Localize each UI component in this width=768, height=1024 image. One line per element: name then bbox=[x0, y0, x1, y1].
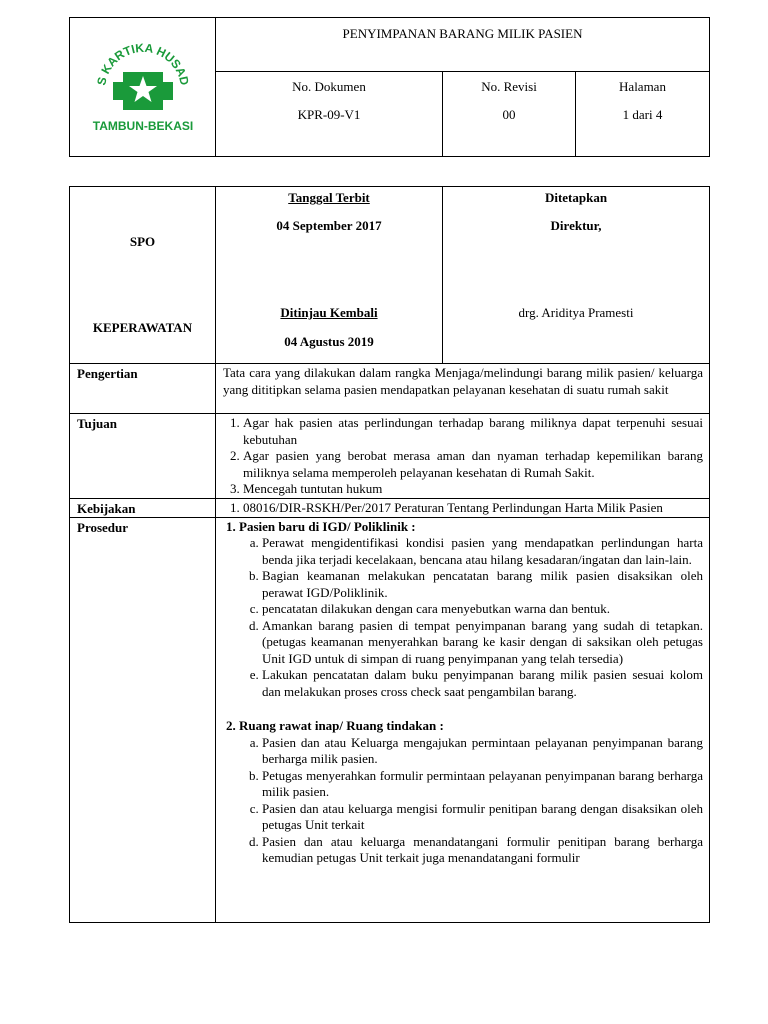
list-item: 3. Mencegah tuntutan hukum bbox=[243, 481, 703, 498]
prosedur-section1-list bbox=[216, 535, 703, 700]
no-dokumen-value: KPR-09-V1 bbox=[297, 107, 361, 122]
prosedur-cell bbox=[216, 517, 710, 922]
kebijakan-label: Kebijakan bbox=[70, 498, 216, 517]
document-header bbox=[69, 17, 710, 157]
halaman-cell bbox=[576, 72, 710, 157]
tanggal-cell bbox=[216, 187, 443, 364]
tujuan-cell bbox=[216, 414, 710, 499]
no-revisi-value: 00 bbox=[502, 107, 516, 122]
list-item: e. Lakukan pencatatan dalam buku penyimpanan barang milik pasien sesuai kolom dan melakukan proses cross check saat pengambilan barang. bbox=[262, 667, 703, 700]
list-item: 1. 08016/DIR-RSKH/Per/2017 Peraturan Tentang Perlindungan Harta Milik Pasien bbox=[243, 500, 703, 517]
list-item: a. Perawat mengidentifikasi kondisi pasien yang mendapatkan perlindungan harta benda jika terjadi kecelakaan, bencana atau hilang kesadaran/ingatan dan lain-lain. bbox=[262, 535, 703, 568]
halaman-label: Halaman bbox=[619, 79, 666, 94]
kebijakan-cell bbox=[216, 498, 710, 517]
no-dokumen-cell bbox=[216, 72, 443, 157]
prosedur-section2-title: 2. Ruang rawat inap/ Ruang tindakan : bbox=[226, 718, 444, 733]
list-item: c. pencatatan dilakukan dengan cara menyebutkan warna dan bentuk. bbox=[262, 601, 703, 618]
list-item: b. Petugas menyerahkan formulir permintaan pelayanan penyimpanan barang berharga milik pasien. bbox=[262, 768, 703, 801]
prosedur-section2-list bbox=[216, 735, 703, 867]
prosedur-label: Prosedur bbox=[70, 517, 216, 922]
logo-cell bbox=[70, 18, 216, 157]
no-revisi-label: No. Revisi bbox=[481, 79, 537, 94]
direktur-label: Direktur, bbox=[550, 218, 602, 233]
list-item: 1. Agar hak pasien atas perlindungan terhadap barang miliknya dapat terpenuhi sesuai kebutuhan bbox=[243, 415, 703, 448]
no-dokumen-label: No. Dokumen bbox=[292, 79, 366, 94]
tanggal-terbit-value: 04 September 2017 bbox=[276, 218, 382, 233]
document-title: PENYIMPANAN BARANG MILIK PASIEN bbox=[216, 18, 710, 72]
ditinjau-value: 04 Agustus 2019 bbox=[284, 334, 374, 349]
pengertian-label: Pengertian bbox=[70, 364, 216, 414]
list-item: d. Amankan barang pasien di tempat penyimpanan barang yang sudah di tetapkan.(petugas keamanan menyerahkan barang ke kasir dengan di saksikan oleh petugas Unit IGD untuk di simpan di ruang penyimpanan yang telah tersedia) bbox=[262, 618, 703, 668]
list-item: c. Pasien dan atau keluarga mengisi formulir penitipan barang dengan disaksikan oleh petugas Unit terkait bbox=[262, 801, 703, 834]
keperawatan-label: KEPERAWATAN bbox=[92, 320, 193, 335]
list-item: b. Bagian keamanan melakukan pencatatan barang milik pasien disaksikan oleh perawat IGD/Poliklinik. bbox=[262, 568, 703, 601]
list-item: a. Pasien dan atau Keluarga mengajukan permintaan pelayanan penyimpanan barang berharga milik pasien. bbox=[262, 735, 703, 768]
pengertian-text: Tata cara yang dilakukan dalam rangka Menjaga/melindungi barang milik pasien/ keluarga yang dititipkan selama pasien mendapatkan pelayanan kesehatan di suatu rumah sakit bbox=[216, 364, 710, 414]
spo-label-cell bbox=[70, 187, 216, 364]
hospital-logo bbox=[83, 30, 203, 140]
spo-table bbox=[69, 186, 710, 923]
direktur-name: drg. Ariditya Pramesti bbox=[518, 305, 634, 320]
ditinjau-label: Ditinjau Kembali bbox=[280, 305, 378, 320]
ditetapkan-cell bbox=[443, 187, 710, 364]
tanggal-terbit-label: Tanggal Terbit bbox=[288, 190, 370, 205]
ditetapkan-label: Ditetapkan bbox=[544, 190, 608, 205]
tujuan-list bbox=[216, 415, 703, 498]
no-revisi-cell bbox=[443, 72, 576, 157]
kebijakan-list bbox=[216, 500, 703, 517]
logo-text-top: S KARTIKA HUSAD bbox=[93, 40, 192, 87]
halaman-value: 1 dari 4 bbox=[622, 107, 663, 122]
list-item: d. Pasien dan atau keluarga menandatangani formulir penitipan barang berharga kemudian petugas Unit terkait juga menandatangani formulir bbox=[262, 834, 703, 867]
spo-label: SPO bbox=[129, 234, 156, 249]
prosedur-section1-title: 1. Pasien baru di IGD/ Poliklinik : bbox=[226, 518, 416, 534]
list-item: 2. Agar pasien yang berobat merasa aman dan nyaman terhadap kepemilikan barang miliknya selama memperoleh pelayanan kesehatan di Rumah Sakit. bbox=[243, 448, 703, 481]
tujuan-label: Tujuan bbox=[70, 414, 216, 499]
logo-text-bottom: TAMBUN-BEKASI bbox=[92, 119, 193, 133]
